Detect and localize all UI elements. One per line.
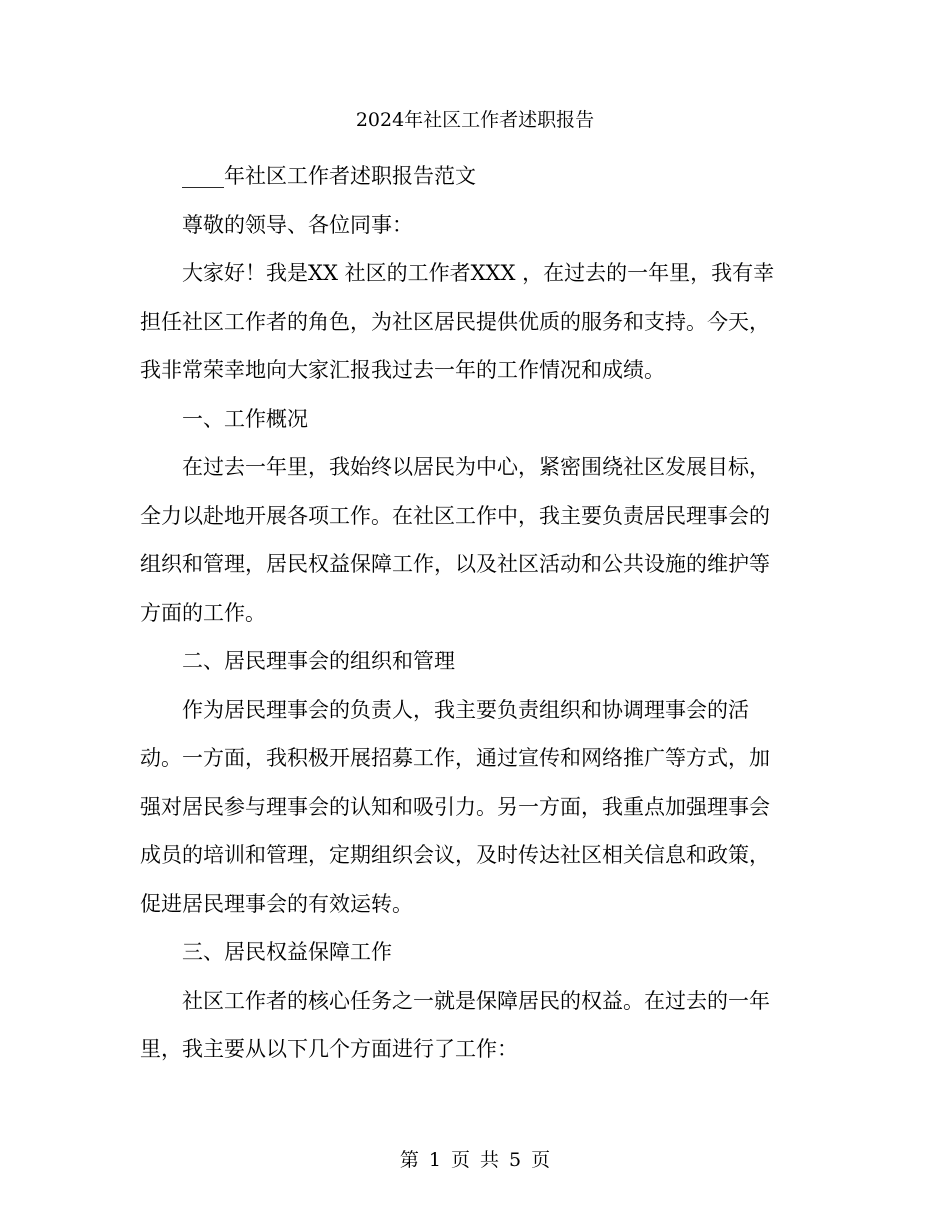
paragraph — [140, 201, 802, 250]
text-line: 在过去一年里，我始终以居民为中心，紧密围绕社区发展目标， — [182, 455, 770, 479]
text-line: 三、居民权益保障工作 — [182, 940, 392, 964]
document-body — [140, 152, 802, 1074]
text-line: 里，我主要从以下几个方面进行了工作： — [140, 1037, 518, 1061]
text-line: 尊敬的领导、各位同事： — [182, 212, 413, 237]
paragraph — [140, 152, 802, 201]
paragraph — [140, 686, 802, 929]
paragraph — [140, 395, 802, 444]
text-line: 组织和管理，居民权益保障工作，以及社区活动和公共设施的维护等 — [140, 552, 770, 576]
text-line: 成员的培训和管理，定期组织会议，及时传达社区相关信息和政策， — [140, 843, 770, 867]
text-line: 担任社区工作者的角色，为社区居民提供优质的服务和支持。今天， — [140, 309, 770, 334]
text-line: ____年社区工作者述职报告范文 — [182, 164, 476, 188]
text-line: 方面的工作。 — [140, 600, 266, 625]
text-line: 二、居民理事会的组织和管理 — [182, 649, 455, 673]
text-line: 作为居民理事会的负责人，我主要负责组织和协调理事会的活 — [182, 697, 749, 722]
text-line: 强对居民参与理事会的认知和吸引力。另一方面，我重点加强理事会 — [140, 794, 770, 819]
text-line: 社区工作者的核心任务之一就是保障居民的权益。在过去的一年 — [182, 988, 770, 1013]
document-title: 2024年社区工作者述职报告 — [355, 109, 595, 131]
text-line: 大家好！我是XX 社区的工作者XXX ，在过去的一年里，我有幸 — [182, 261, 775, 285]
text-line: 动。一方面，我积极开展招募工作，通过宣传和网络推广等方式，加 — [140, 746, 770, 770]
page-number-footer: 第 1 页 共 5 页 — [399, 1149, 551, 1171]
paragraph — [140, 249, 802, 395]
text-line: 促进居民理事会的有效运转。 — [140, 891, 413, 916]
paragraph — [140, 928, 802, 977]
text-line: 全力以赴地开展各项工作。在社区工作中，我主要负责居民理事会的 — [140, 503, 770, 528]
text-line: 我非常荣幸地向大家汇报我过去一年的工作情况和成绩。 — [140, 358, 665, 382]
paragraph — [140, 637, 802, 686]
text-line: 一、工作概况 — [182, 406, 308, 431]
paragraph — [140, 443, 802, 637]
paragraph — [140, 977, 802, 1074]
